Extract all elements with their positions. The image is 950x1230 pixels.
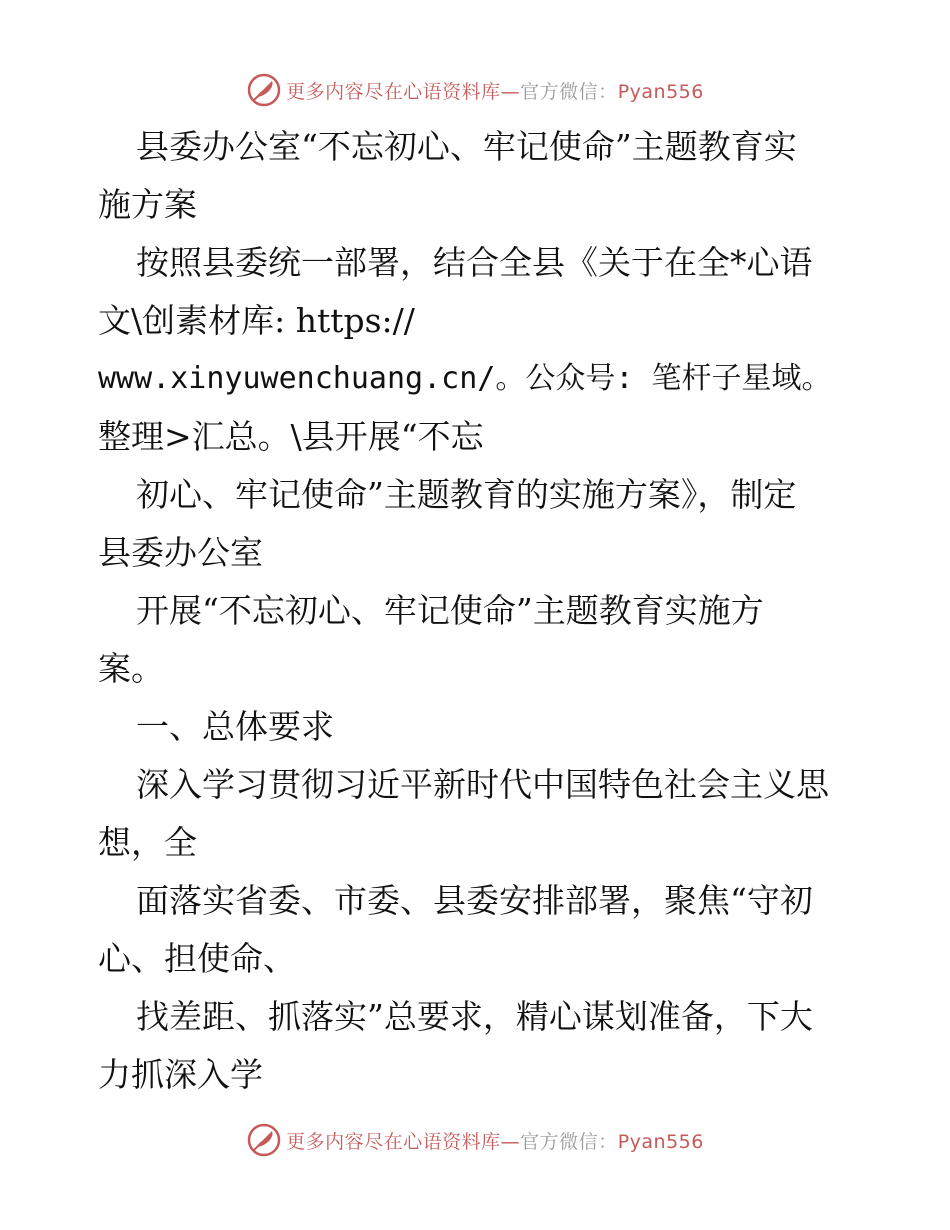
banner-wechat-id: Pyan556 <box>617 1130 704 1153</box>
doc-line-title-2: 施方案 <box>98 185 197 224</box>
header-banner <box>0 70 950 110</box>
doc-line-7: 初心、牢记使命”主题教育的实施方案》，制定 <box>136 475 797 514</box>
doc-line-16: 找差距、抓落实”总要求，精心谋划准备，下大 <box>136 997 813 1036</box>
banner-dash: — <box>500 1130 521 1153</box>
doc-line-15: 心、担使命、 <box>98 939 296 978</box>
banner-main-text: 更多内容尽在心语资料库 <box>286 1130 501 1153</box>
doc-line-12: 深入学习贯彻习近平新时代中国特色社会主义思 <box>136 765 829 804</box>
doc-line-5: www.xinyuwenchuang.cn/。公众号: 笔杆子星域。 <box>98 361 832 396</box>
doc-line-14: 面落实省委、市委、县委安排部署，聚焦“守初 <box>136 881 813 920</box>
banner-wechat-id: Pyan556 <box>617 80 704 103</box>
document-body <box>98 118 858 1104</box>
doc-line-8: 县委办公室 <box>98 533 263 572</box>
banner-text <box>286 77 704 104</box>
doc-line-6: 整理>汇总。\县开展“不忘 <box>98 417 484 456</box>
banner-official-label: 官方微信： <box>520 1130 618 1153</box>
banner-official-label: 官方微信： <box>520 80 618 103</box>
doc-line-4: 文\创素材库: https:// <box>98 301 415 340</box>
doc-line-9: 开展“不忘初心、牢记使命”主题教育实施方 <box>136 591 764 630</box>
section-heading: 一、总体要求 <box>136 707 334 746</box>
feather-logo-icon <box>246 1122 282 1158</box>
footer-banner <box>0 1120 950 1160</box>
banner-main-text: 更多内容尽在心语资料库 <box>286 80 501 103</box>
doc-line-13: 想，全 <box>98 823 197 862</box>
doc-line-17: 力抓深入学 <box>98 1055 263 1094</box>
feather-logo-icon <box>246 72 282 108</box>
doc-line-title-1: 县委办公室“不忘初心、牢记使命”主题教育实 <box>136 127 797 166</box>
banner-dash: — <box>500 80 521 103</box>
banner-text <box>286 1127 704 1154</box>
doc-line-3: 按照县委统一部署，结合全县《关于在全*心语 <box>136 243 813 282</box>
doc-line-10: 案。 <box>98 649 164 688</box>
